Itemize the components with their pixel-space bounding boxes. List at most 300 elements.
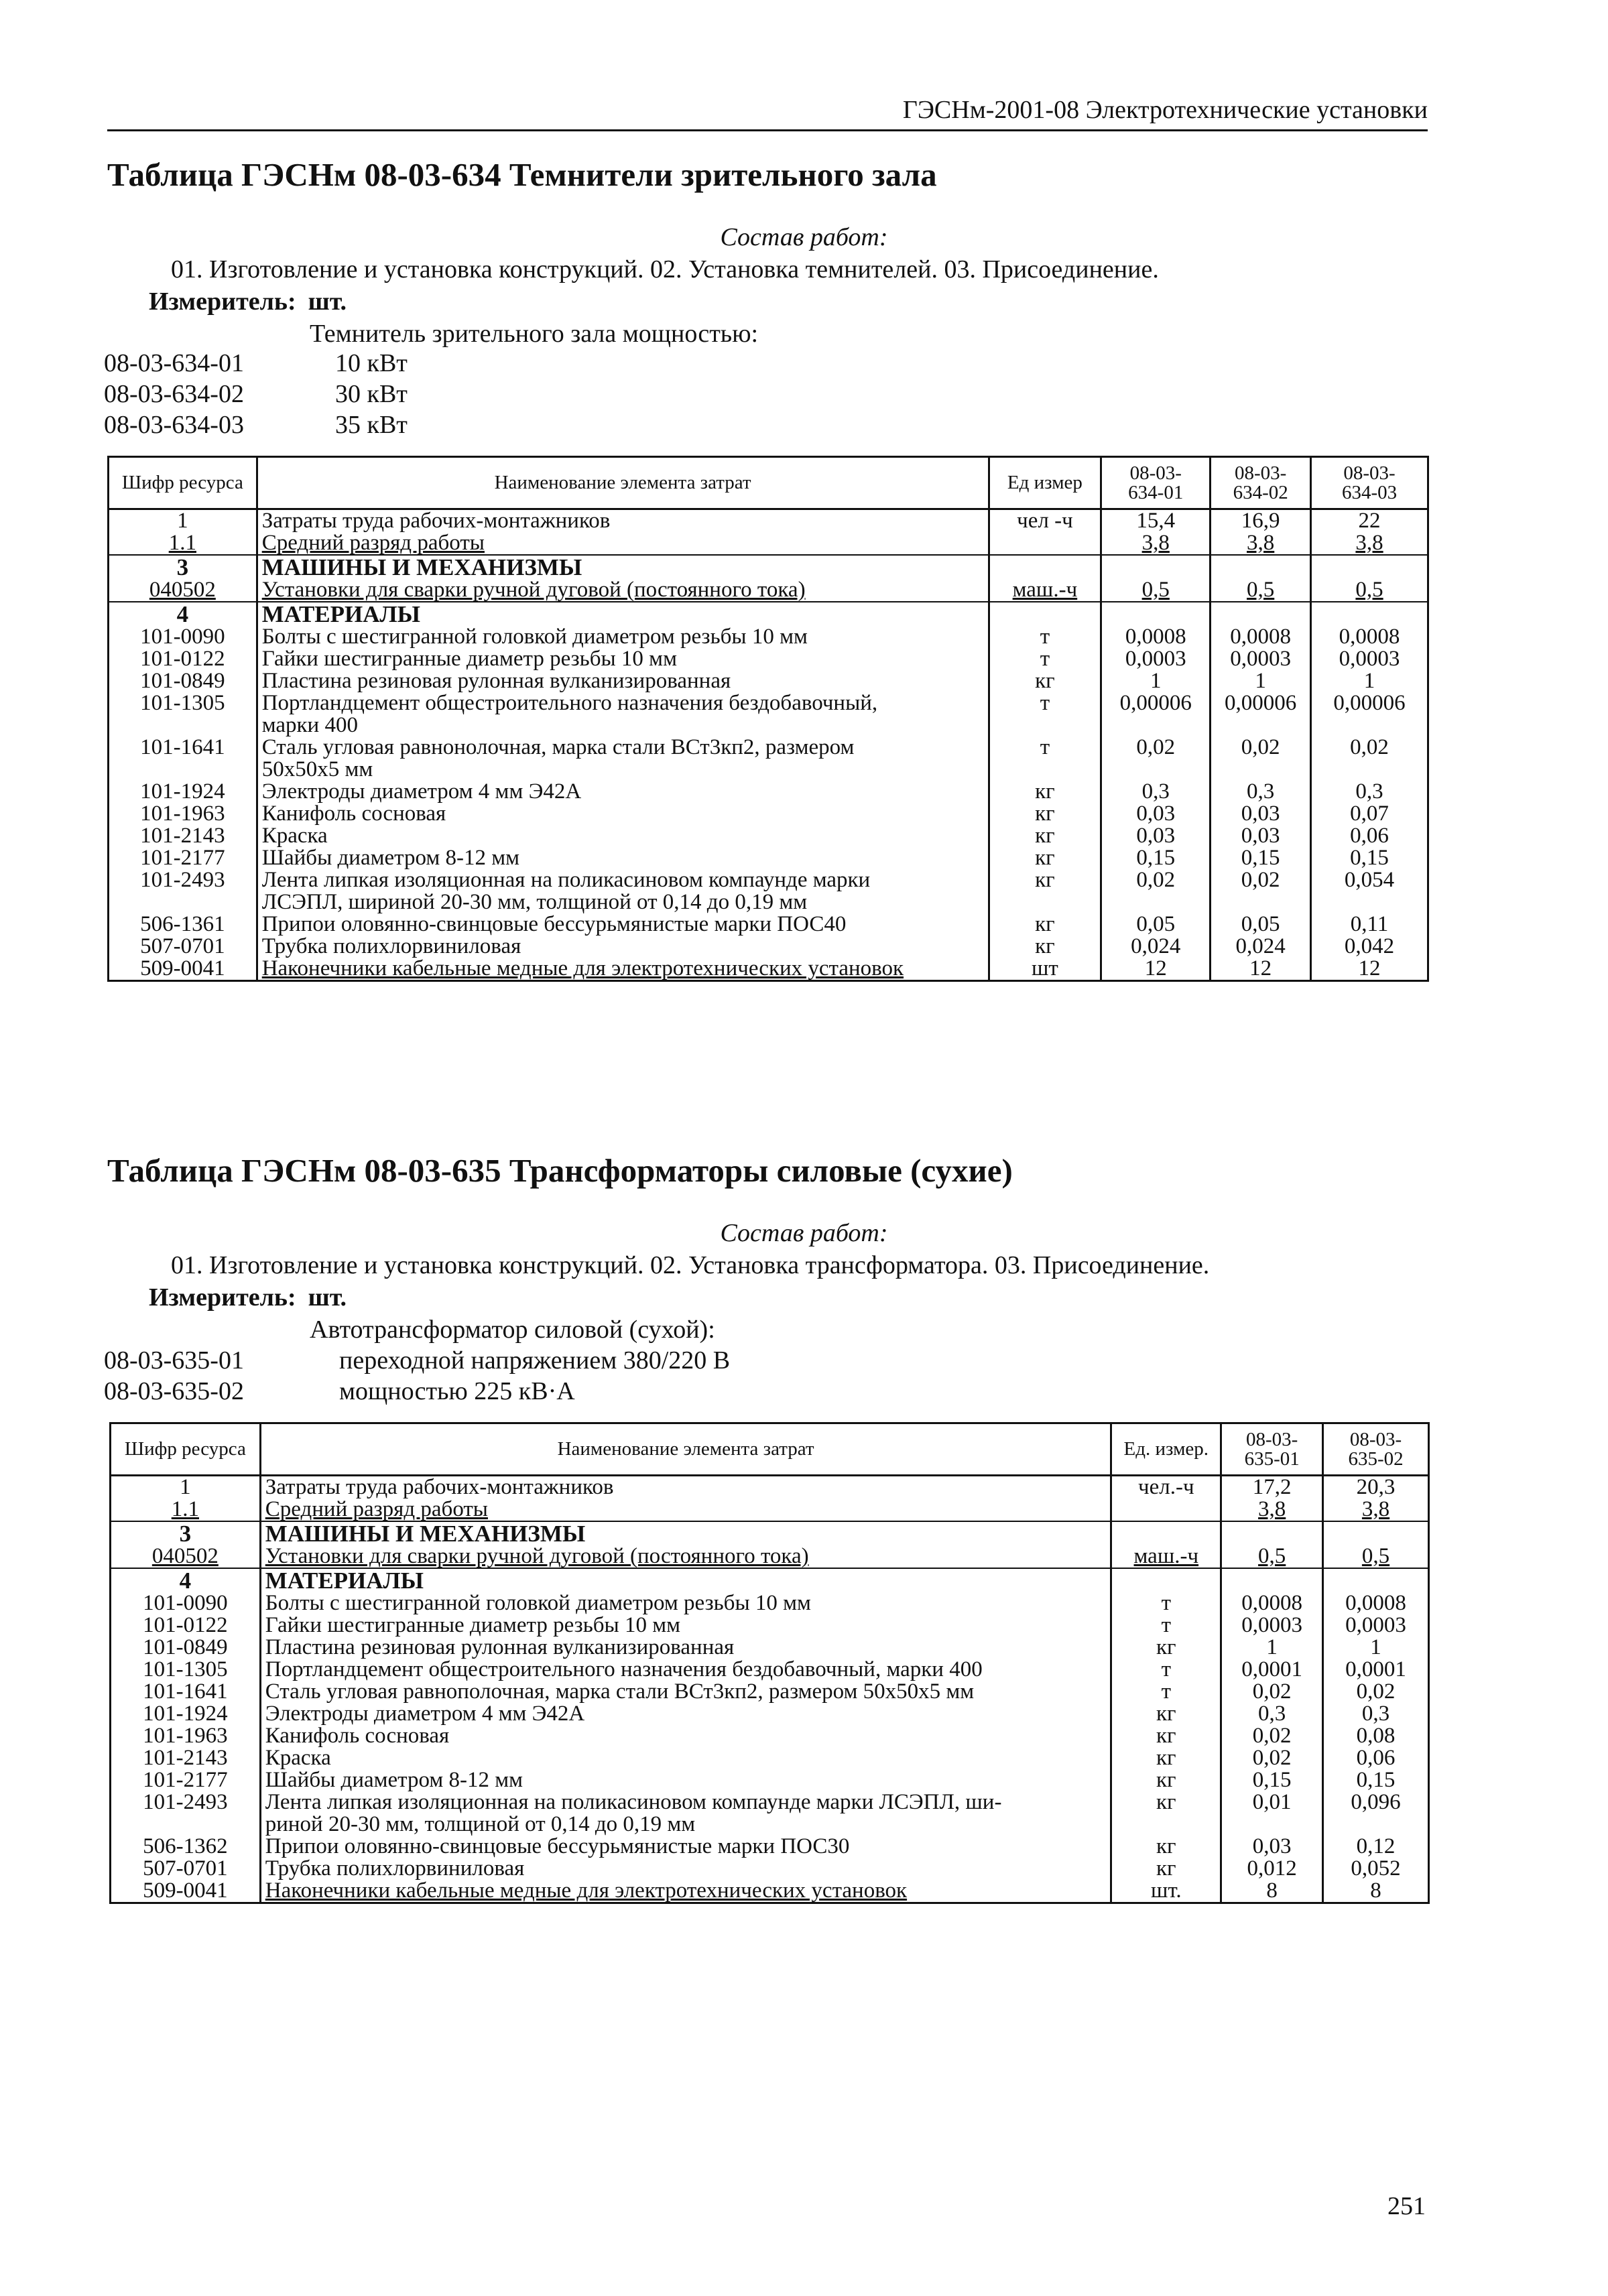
resource-name-line: МАШИНЫ И МЕХАНИЗМЫ (265, 1521, 586, 1547)
unit: кг (989, 670, 1101, 692)
unit: т (1111, 1659, 1221, 1681)
table-row (111, 1498, 1429, 1521)
unit (1111, 1521, 1221, 1545)
norm-value: 8 (1323, 1880, 1429, 1903)
resource-name-line: Наконечники кабельные медные для электротехнических установок (261, 956, 904, 980)
variant-code: 08-03-635-02 (104, 1377, 244, 1405)
norm-value: 17,2 (1221, 1476, 1323, 1499)
norm-value: 0,042 (1311, 936, 1428, 958)
table-row (109, 579, 1428, 602)
norm-value (1323, 1568, 1429, 1592)
resource-code: 507-0701 (109, 936, 257, 958)
norm-value: 0,0008 (1221, 1592, 1323, 1614)
unit: кг (1111, 1725, 1221, 1747)
resource-name (257, 781, 989, 803)
norm-value: 0,03 (1101, 803, 1211, 825)
norm-value: 0,0003 (1101, 648, 1211, 670)
resource-name-line: риной 20-30 мм, толщиной от 0,14 до 0,19 мм (265, 1812, 696, 1836)
header-cell: 08-03- 634-03 (1311, 457, 1428, 509)
table-row (111, 1791, 1429, 1836)
table-row (109, 781, 1428, 803)
table-row (109, 670, 1428, 692)
resource-name (257, 555, 989, 579)
norm-value: 0,3 (1101, 781, 1211, 803)
table-row (109, 648, 1428, 670)
table-row (111, 1614, 1429, 1637)
norm-value: 1 (1311, 670, 1428, 692)
resource-name-line: 50x50x5 мм (261, 757, 373, 781)
resource-code: 101-1641 (109, 737, 257, 781)
composition-text: 01. Изготовление и установка конструкций. 02. Установка трансформатора. 03. Присоединение. (171, 1251, 1210, 1279)
resource-name (257, 670, 989, 692)
resource-code: 101-0849 (109, 670, 257, 692)
norm-value: 0,012 (1221, 1858, 1323, 1880)
resource-name (257, 579, 989, 602)
page-number: 251 (1387, 2192, 1426, 2220)
resource-code: 507-0701 (111, 1858, 261, 1880)
table-row (111, 1592, 1429, 1614)
unit: кг (989, 936, 1101, 958)
norm-value: 1 (1323, 1637, 1429, 1659)
norm-value: 0,0008 (1101, 626, 1211, 648)
norm-value: 0,0001 (1323, 1659, 1429, 1681)
norm-value: 0,3 (1221, 1703, 1323, 1725)
norm-value: 0,02 (1211, 737, 1311, 781)
resource-code: 101-2177 (109, 847, 257, 869)
resource-name-line: Лента липкая изоляционная на поликасиновом компаунде марки ЛСЭПЛ, ши- (265, 1790, 1002, 1814)
meter-value: шт. (308, 288, 347, 316)
resource-name (260, 1769, 1111, 1791)
norm-value: 0,15 (1221, 1769, 1323, 1791)
norm-value: 0,024 (1211, 936, 1311, 958)
variant-code: 08-03-634-01 (104, 349, 244, 377)
unit: кг (1111, 1791, 1221, 1836)
resource-name-line: Краска (265, 1746, 331, 1770)
unit: т (989, 692, 1101, 737)
unit: кг (1111, 1747, 1221, 1769)
norm-value: 0,05 (1101, 913, 1211, 936)
norm-value (1211, 602, 1311, 626)
resource-code: 101-2143 (111, 1747, 261, 1769)
resource-name-line: Затраты труда рабочих-монтажников (265, 1475, 614, 1499)
resource-code: 101-1305 (111, 1659, 261, 1681)
norm-value: 20,3 (1323, 1476, 1429, 1499)
norm-value: 22 (1311, 509, 1428, 533)
norm-value: 0,02 (1311, 737, 1428, 781)
norm-value: 0,024 (1101, 936, 1211, 958)
table-row (111, 1836, 1429, 1858)
meter-value: шт. (308, 1283, 347, 1312)
norm-value (1323, 1521, 1429, 1545)
resource-name (260, 1498, 1111, 1521)
resource-code: 101-0090 (109, 626, 257, 648)
table-row (109, 555, 1428, 579)
table-row (109, 803, 1428, 825)
norm-value: 0,15 (1311, 847, 1428, 869)
norm-value: 0,0008 (1323, 1592, 1429, 1614)
table-row (109, 692, 1428, 737)
unit: т (989, 626, 1101, 648)
resource-code: 101-1641 (111, 1681, 261, 1703)
resource-name-line: Краска (261, 824, 328, 848)
resource-code: 101-0122 (109, 648, 257, 670)
resource-code: 040502 (111, 1545, 261, 1568)
resource-name (260, 1659, 1111, 1681)
unit: кг (989, 803, 1101, 825)
header-cell: Шифр ресурса (109, 457, 257, 509)
norm-value: 0,0008 (1311, 626, 1428, 648)
norm-value: 0,02 (1101, 737, 1211, 781)
unit: чел -ч (989, 509, 1101, 533)
resource-name (260, 1858, 1111, 1880)
norm-value: 0,02 (1221, 1747, 1323, 1769)
table-row (111, 1545, 1429, 1568)
variant-description: Темнитель зрительного зала мощностью: (310, 320, 759, 348)
resource-code: 101-1305 (109, 692, 257, 737)
resource-name (257, 532, 989, 555)
norm-value: 0,02 (1221, 1725, 1323, 1747)
norm-value: 0,06 (1311, 825, 1428, 847)
variant-code: 08-03-634-03 (104, 411, 244, 439)
norm-value: 0,00006 (1101, 692, 1211, 737)
resource-name (260, 1521, 1111, 1545)
resource-name-line: Средний разряд работы (265, 1497, 488, 1521)
header-cell: Наименование элемента затрат (260, 1423, 1111, 1476)
norm-value: 3,8 (1323, 1498, 1429, 1521)
norm-value: 1 (1101, 670, 1211, 692)
unit (1111, 1568, 1221, 1592)
norm-value: 0,0003 (1311, 648, 1428, 670)
meter (149, 1283, 347, 1312)
norm-value: 0,5 (1211, 579, 1311, 602)
unit: шт. (1111, 1880, 1221, 1903)
resource-name-line: Лента липкая изоляционная на поликасиновом компаунде марки (261, 868, 871, 892)
resource-code: 1 (109, 509, 257, 533)
resource-name (257, 692, 989, 737)
variant-text: переходной напряжением 380/220 В (339, 1346, 731, 1375)
resource-name-line: Гайки шестигранные диаметр резьбы 10 мм (261, 647, 677, 671)
resource-name (257, 958, 989, 981)
unit: маш.-ч (989, 579, 1101, 602)
norm-value: 0,0003 (1221, 1614, 1323, 1637)
resource-code: 101-0090 (111, 1592, 261, 1614)
unit: кг (1111, 1858, 1221, 1880)
resource-name-line: МАТЕРИАЛЫ (265, 1568, 424, 1594)
norm-value (1101, 555, 1211, 579)
norm-value: 0,3 (1211, 781, 1311, 803)
resource-name-line: Болты с шестигранной головкой диаметром резьбы 10 мм (265, 1591, 811, 1615)
resource-name (260, 1747, 1111, 1769)
norm-value: 0,03 (1211, 803, 1311, 825)
resource-name (260, 1836, 1111, 1858)
resource-name-line: Припои оловянно-свинцовые бессурьмянистые марки ПОС40 (261, 912, 847, 936)
norm-value: 16,9 (1211, 509, 1311, 533)
norm-value: 0,02 (1323, 1681, 1429, 1703)
resource-code: 1.1 (109, 532, 257, 555)
table-row (111, 1725, 1429, 1747)
resource-name (260, 1681, 1111, 1703)
resource-name (257, 825, 989, 847)
unit: т (989, 648, 1101, 670)
resource-name (257, 648, 989, 670)
table-row (109, 869, 1428, 913)
header-cell: Шифр ресурса (111, 1423, 261, 1476)
variant-text: 30 кВт (335, 380, 408, 408)
table-row (111, 1769, 1429, 1791)
unit (989, 555, 1101, 579)
resource-code: 101-2493 (111, 1791, 261, 1836)
resource-name (260, 1592, 1111, 1614)
norm-value: 0,052 (1323, 1858, 1429, 1880)
table-row (109, 936, 1428, 958)
resource-name-line: Канифоль сосновая (265, 1724, 450, 1748)
resource-name-line: Пластина резиновая рулонная вулканизированная (261, 669, 731, 693)
table-row (109, 532, 1428, 555)
norm-value: 3,8 (1311, 532, 1428, 555)
resource-name (260, 1703, 1111, 1725)
norm-value (1221, 1521, 1323, 1545)
unit: кг (1111, 1769, 1221, 1791)
norm-value: 0,0001 (1221, 1659, 1323, 1681)
resource-code: 4 (109, 602, 257, 626)
unit: кг (1111, 1703, 1221, 1725)
norm-value (1311, 602, 1428, 626)
norm-value: 0,054 (1311, 869, 1428, 913)
norm-value: 0,11 (1311, 913, 1428, 936)
table-row (109, 737, 1428, 781)
norm-value: 0,5 (1221, 1545, 1323, 1568)
variant-text: мощностью 225 кВ·А (339, 1377, 575, 1405)
resource-name-line: Электроды диаметром 4 мм Э42А (265, 1702, 585, 1726)
resource-name (260, 1637, 1111, 1659)
norm-value: 0,02 (1211, 869, 1311, 913)
norm-value: 0,15 (1101, 847, 1211, 869)
meter-label: Измеритель: (149, 288, 296, 316)
variant-text: 35 кВт (335, 411, 408, 439)
table-row (111, 1703, 1429, 1725)
resource-code: 101-1963 (109, 803, 257, 825)
norm-value: 0,5 (1101, 579, 1211, 602)
unit: кг (989, 913, 1101, 936)
resource-name-line: Трубка полихлорвиниловая (265, 1856, 525, 1880)
norm-value: 3,8 (1101, 532, 1211, 555)
norm-value: 0,07 (1311, 803, 1428, 825)
table-row (109, 602, 1428, 626)
norm-value: 0,02 (1101, 869, 1211, 913)
resource-name (257, 869, 989, 913)
table-635-title: Таблица ГЭСНм 08-03-635 Трансформаторы силовые (сухие) (107, 1152, 1013, 1189)
resource-name-line: Пластина резиновая рулонная вулканизированная (265, 1635, 735, 1659)
table-row (111, 1659, 1429, 1681)
norm-value: 0,096 (1323, 1791, 1429, 1836)
variant-code: 08-03-635-01 (104, 1346, 244, 1375)
header-cell: 08-03- 634-02 (1211, 457, 1311, 509)
norm-value: 12 (1311, 958, 1428, 981)
resource-name-line: Установки для сварки ручной дуговой (постоянного тока) (265, 1544, 809, 1568)
unit: т (989, 737, 1101, 781)
unit: маш.-ч (1111, 1545, 1221, 1568)
norm-value: 0,03 (1221, 1836, 1323, 1858)
norm-value: 0,03 (1101, 825, 1211, 847)
norm-value: 12 (1211, 958, 1311, 981)
resource-table-634 (107, 456, 1429, 982)
resource-name (257, 803, 989, 825)
resource-code: 101-0122 (111, 1614, 261, 1637)
resource-name (260, 1614, 1111, 1637)
table-row (109, 913, 1428, 936)
resource-name-line: Установки для сварки ручной дуговой (постоянного тока) (261, 578, 806, 602)
header-cell: Ед. измер. (1111, 1423, 1221, 1476)
norm-value: 0,03 (1211, 825, 1311, 847)
header-cell: 08-03- 635-02 (1323, 1423, 1429, 1476)
resource-name-line: марки 400 (261, 713, 358, 737)
norm-value: 0,15 (1211, 847, 1311, 869)
unit: кг (989, 869, 1101, 913)
resource-code: 101-1924 (111, 1703, 261, 1725)
norm-value: 0,0003 (1211, 648, 1311, 670)
norm-value: 12 (1101, 958, 1211, 981)
resource-table-635 (109, 1422, 1430, 1904)
norm-value: 0,00006 (1311, 692, 1428, 737)
norm-value (1101, 602, 1211, 626)
resource-code: 101-0849 (111, 1637, 261, 1659)
resource-name-line: Шайбы диаметром 8-12 мм (265, 1768, 523, 1792)
header-rule (107, 129, 1428, 131)
resource-name (260, 1476, 1111, 1499)
resource-name-line: Затраты труда рабочих-монтажников (261, 509, 611, 533)
resource-name (257, 737, 989, 781)
resource-code: 506-1361 (109, 913, 257, 936)
running-header: ГЭСНм-2001-08 Электротехнические установки (902, 96, 1428, 124)
norm-value: 0,15 (1323, 1769, 1429, 1791)
resource-name (257, 509, 989, 533)
norm-value: 0,05 (1211, 913, 1311, 936)
resource-name-line: Канифоль сосновая (261, 802, 446, 826)
table-row (111, 1476, 1429, 1499)
table-row (111, 1568, 1429, 1592)
resource-code: 101-2177 (111, 1769, 261, 1791)
unit: чел.-ч (1111, 1476, 1221, 1499)
meter (149, 287, 347, 316)
norm-value: 8 (1221, 1880, 1323, 1903)
resource-name (257, 602, 989, 626)
resource-name-line: Сталь угловая равнополочная, марка стали ВСт3кп2, размером 50x50x5 мм (265, 1679, 975, 1704)
norm-value: 0,3 (1323, 1703, 1429, 1725)
unit: кг (989, 825, 1101, 847)
norm-value: 0,01 (1221, 1791, 1323, 1836)
resource-name-line: Портландцемент общестроительного назначения бездобавочный, (261, 691, 878, 715)
resource-name (260, 1568, 1111, 1592)
unit: т (1111, 1681, 1221, 1703)
resource-code: 509-0041 (109, 958, 257, 981)
resource-code: 3 (111, 1521, 261, 1545)
norm-value: 0,08 (1323, 1725, 1429, 1747)
norm-value: 0,5 (1311, 579, 1428, 602)
resource-name-line: Портландцемент общестроительного назначения бездобавочный, марки 400 (265, 1657, 983, 1681)
norm-value: 15,4 (1101, 509, 1211, 533)
norm-value: 3,8 (1211, 532, 1311, 555)
resource-code: 101-2143 (109, 825, 257, 847)
unit: кг (1111, 1836, 1221, 1858)
norm-value: 0,3 (1311, 781, 1428, 803)
norm-value (1211, 555, 1311, 579)
table-row (111, 1880, 1429, 1903)
resource-name-line: Припои оловянно-свинцовые бессурьмянистые марки ПОС30 (265, 1834, 850, 1858)
table-row (111, 1747, 1429, 1769)
table-row (109, 509, 1428, 533)
unit: т (1111, 1614, 1221, 1637)
resource-name (260, 1725, 1111, 1747)
norm-value: 0,00006 (1211, 692, 1311, 737)
resource-name-line: Болты с шестигранной головкой диаметром резьбы 10 мм (261, 625, 808, 649)
resource-code: 3 (109, 555, 257, 579)
resource-name-line: Гайки шестигранные диаметр резьбы 10 мм (265, 1613, 680, 1637)
header-cell: Наименование элемента затрат (257, 457, 989, 509)
norm-value: 0,12 (1323, 1836, 1429, 1858)
composition-title: Состав работ: (720, 1219, 888, 1247)
table-row (109, 626, 1428, 648)
resource-name-line: Трубка полихлорвиниловая (261, 934, 521, 958)
resource-code: 4 (111, 1568, 261, 1592)
norm-value: 1 (1221, 1637, 1323, 1659)
resource-name-line: Шайбы диаметром 8-12 мм (261, 846, 519, 870)
table-row (109, 958, 1428, 981)
norm-value (1221, 1568, 1323, 1592)
header-cell: 08-03- 634-01 (1101, 457, 1211, 509)
resource-name-line: МАШИНЫ И МЕХАНИЗМЫ (261, 554, 582, 580)
unit: кг (989, 847, 1101, 869)
unit (989, 532, 1101, 555)
resource-name (260, 1791, 1111, 1836)
norm-value: 0,5 (1323, 1545, 1429, 1568)
variant-description: Автотрансформатор силовой (сухой): (310, 1316, 715, 1344)
unit (1111, 1498, 1221, 1521)
composition-text: 01. Изготовление и установка конструкций. 02. Установка темнителей. 03. Присоединение. (171, 255, 1159, 283)
header-cell: 08-03- 635-01 (1221, 1423, 1323, 1476)
norm-value: 0,06 (1323, 1747, 1429, 1769)
meter-label: Измеритель: (149, 1283, 296, 1312)
resource-code: 101-1963 (111, 1725, 261, 1747)
norm-value: 3,8 (1221, 1498, 1323, 1521)
unit: т (1111, 1592, 1221, 1614)
unit: кг (1111, 1637, 1221, 1659)
resource-name (257, 847, 989, 869)
resource-code: 101-1924 (109, 781, 257, 803)
norm-value: 1 (1211, 670, 1311, 692)
resource-name-line: Средний разряд работы (261, 531, 485, 555)
resource-name (260, 1880, 1111, 1903)
resource-name (257, 626, 989, 648)
header-cell: Ед измер (989, 457, 1101, 509)
resource-name-line: Наконечники кабельные медные для электротехнических установок (265, 1878, 908, 1903)
unit: кг (989, 781, 1101, 803)
composition-title: Состав работ: (720, 223, 888, 251)
resource-name-line: ЛСЭПЛ, шириной 20-30 мм, толщиной от 0,14 до 0,19 мм (261, 890, 808, 914)
unit: шт (989, 958, 1101, 981)
variant-text: 10 кВт (335, 349, 408, 377)
norm-value: 0,0003 (1323, 1614, 1429, 1637)
unit (989, 602, 1101, 626)
resource-code: 1 (111, 1476, 261, 1499)
resource-name (257, 913, 989, 936)
resource-name (257, 936, 989, 958)
table-row (111, 1681, 1429, 1703)
table-row (109, 825, 1428, 847)
table-row (109, 847, 1428, 869)
resource-name-line: Электроды диаметром 4 мм Э42А (261, 779, 582, 804)
resource-code: 101-2493 (109, 869, 257, 913)
table-row (111, 1858, 1429, 1880)
